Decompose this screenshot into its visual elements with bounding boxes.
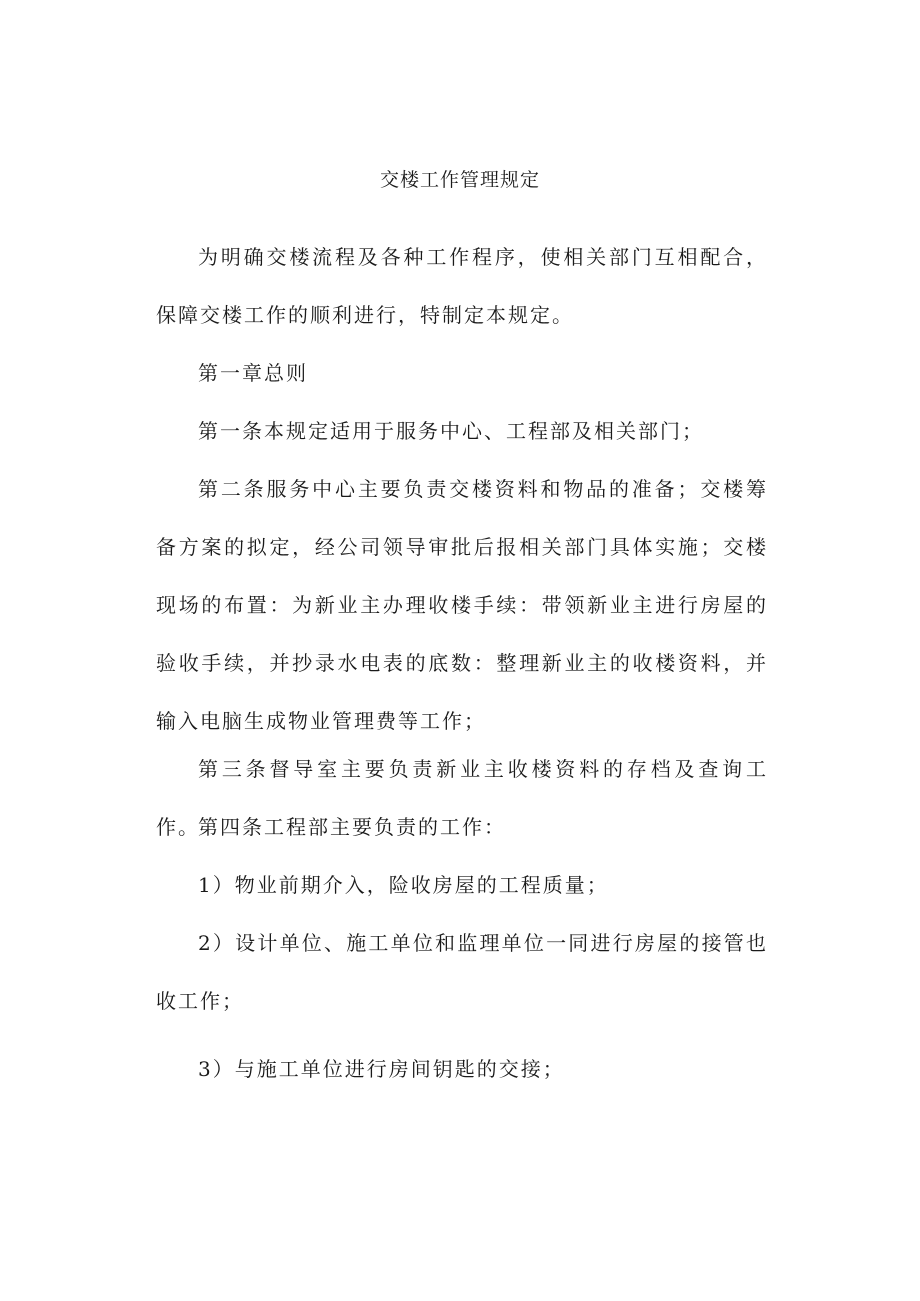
- article-2: 第二条服务中心主要负责交楼资料和物品的准备；交楼筹备方案的拟定，经公司领导审批后报相关部门具体实施；交楼现场的布置：为新业主办理收楼手续：带领新业主进行房屋的验收手续，并抄录水电表的底数：整理新业主的收楼资料，并输入电脑生成物业管理费等工作；: [156, 477, 768, 733]
- list-item-3: 3）与施工单位进行房间钥匙的交接；: [198, 1057, 565, 1081]
- article-4: 第四条工程部主要负责的工作：: [198, 815, 506, 839]
- list-item-2: 2）设计单位、施工单位和监理单位一同进行房屋的接管也收工作；: [156, 931, 768, 1013]
- article-3: 第三条督导室主要负责新业主收楼资料的存档及查询工作。: [156, 757, 768, 839]
- list-item-1: 1）物业前期介入，险收房屋的工程质量；: [198, 873, 609, 897]
- chapter-heading: 第一章总则: [198, 361, 308, 385]
- intro-paragraph: 为明确交楼流程及各种工作程序，使相关部门互相配合，保障交楼工作的顺利进行，特制定本规定。: [156, 245, 768, 327]
- article-1: 第一条本规定适用于服务中心、工程部及相关部门；: [198, 419, 704, 443]
- document-title: 交楼工作管理规定: [379, 169, 540, 191]
